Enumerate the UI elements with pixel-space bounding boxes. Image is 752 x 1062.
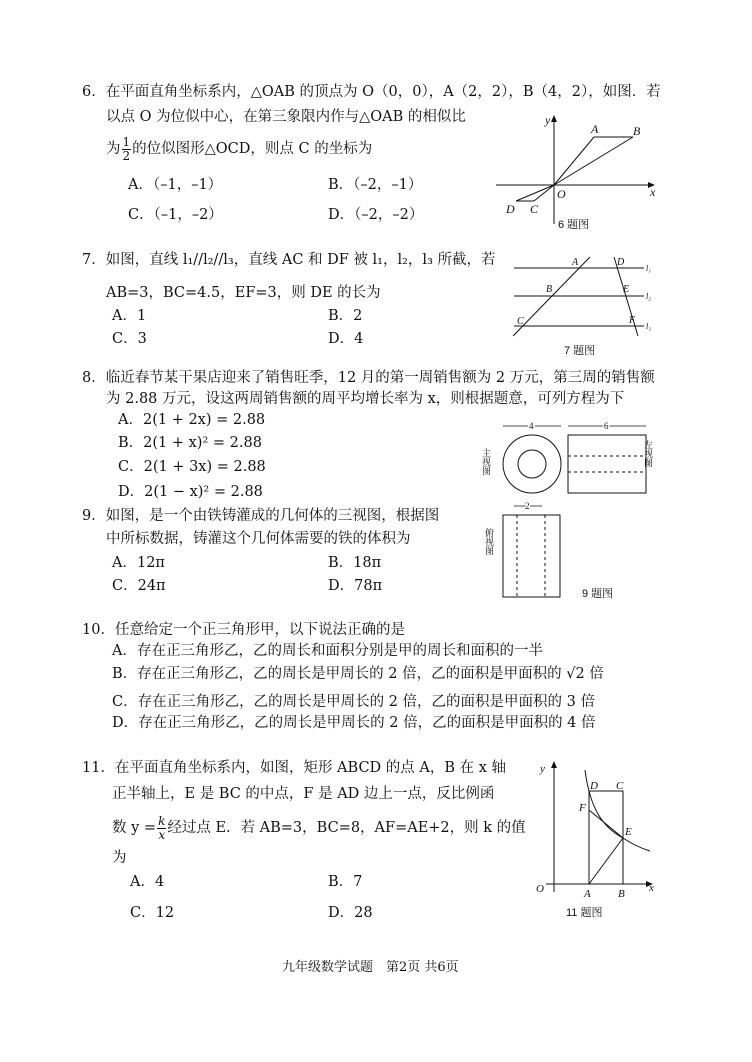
- q6-label-a: A: [591, 122, 599, 136]
- q9-top-label: 俯视图: [484, 528, 494, 555]
- q7-label-d: D: [617, 257, 625, 268]
- q6-option-c: C．（–1，–2）: [128, 207, 223, 223]
- q6-label-x: x: [650, 185, 656, 199]
- q9-line2: 中所标数据，铸灌这个几何体需要的铁的体积为: [106, 531, 411, 547]
- q11-option-a: A．4: [130, 874, 165, 890]
- q6-label-d: D: [506, 202, 515, 216]
- q8-option-b: B．2(1 + x)² = 2.88: [118, 435, 262, 451]
- q7-line2: AB=3，BC=4.5，EF=3，则 DE 的长为: [106, 285, 381, 301]
- q9-top-rect: [503, 515, 560, 597]
- q11-option-b: B．7: [328, 874, 363, 890]
- q11-label-o: O: [536, 883, 544, 895]
- q9-left-label: 左视图: [643, 440, 653, 467]
- q9-option-c: C．24π: [112, 578, 166, 594]
- q11-label-a: A: [584, 888, 591, 900]
- q7-label-l3: l₃: [646, 322, 652, 331]
- q11-label-b: B: [618, 888, 625, 900]
- q6-label-b: B: [633, 124, 641, 138]
- q9-front-inner-circle: [518, 450, 546, 478]
- q7-option-b: B．2: [328, 308, 363, 324]
- q11-stem-1: 在平面直角坐标系内，如图，矩形 ABCD 的点 A，B 在 x 轴: [114, 760, 507, 776]
- q10-option-a: A．存在正三角形乙，乙的周长和面积分别是甲的周长和面积的一半: [112, 643, 543, 659]
- q6-line1: [82, 84, 661, 101]
- q7-option-a: A．1: [112, 308, 147, 324]
- q6-line3: [106, 136, 372, 162]
- q6-y-arrow: [551, 115, 557, 122]
- q9-number: 9．: [82, 508, 106, 524]
- q6-option-a: A．（–1，–1）: [128, 177, 223, 193]
- q10-stem-1: 任意给定一个正三角形甲，以下说法正确的是: [114, 622, 405, 638]
- q6-label-c: C: [530, 202, 539, 216]
- q7-caption: 7 题图: [564, 345, 596, 357]
- q6-number: 6．: [82, 84, 106, 100]
- q10-option-b: B．存在正三角形乙，乙的周长是甲周长的 2 倍，乙的面积是甲面积的 √2 倍: [112, 666, 604, 682]
- q11-option-d: D．28: [328, 905, 373, 921]
- q11-frac-denominator: x: [158, 827, 166, 842]
- q6-seg-od: [516, 185, 554, 201]
- q9-stem-1: 如图，是一个由铁铸灌成的几何体的三视图，根据图: [105, 508, 440, 524]
- q9-dim-4: 4: [529, 421, 534, 431]
- q6-figure: [490, 112, 670, 232]
- q7-option-d: D．4: [328, 331, 364, 347]
- q9-figure: [481, 418, 664, 604]
- q6-frac-denominator: 2: [122, 148, 131, 163]
- q11-caption: 11 题图: [566, 907, 603, 919]
- q11-number: 11．: [82, 760, 115, 776]
- q9-caption: 9 题图: [582, 588, 614, 600]
- q11-line1: [82, 760, 506, 777]
- q9-option-d: D．78π: [328, 578, 383, 594]
- q11-frac-numerator: k: [158, 814, 166, 828]
- q7-label-l1: l₁: [646, 264, 652, 273]
- q7-label-f: F: [629, 315, 636, 326]
- q8-option-c: C．2(1 + 3x) = 2.88: [118, 459, 266, 475]
- q11-stem-3b: 经过点 E．若 AB=3，BC=8，AF=AE+2，则 k 的值: [167, 820, 526, 837]
- q11-line3: [112, 815, 526, 841]
- q6-seg-oc: [534, 185, 554, 201]
- q9-dim-6: 6: [604, 421, 609, 431]
- q10-option-d: D．存在正三角形乙，乙的周长是甲周长的 2 倍，乙的面积是甲面积的 4 倍: [112, 715, 596, 731]
- q11-fraction: [157, 815, 166, 841]
- q7-stem-1: 如图，直线 l₁//l₂//l₃，直线 AC 和 DF 被 l₁，l₂，l₃ 所截，若: [105, 252, 496, 268]
- q7-label-a: A: [572, 257, 579, 268]
- q9-option-a: A．12π: [112, 555, 165, 571]
- q9-front-outer-circle: [503, 435, 561, 493]
- q6-fraction: [122, 136, 132, 162]
- q6-option-d: D．（–2，–2）: [328, 207, 424, 223]
- q6-stem-3b: 的位似图形△OCD，则点 C 的坐标为: [132, 141, 373, 158]
- q7-line1: [82, 252, 496, 269]
- q8-option-d: D．2(1 − x)² = 2.88: [118, 484, 263, 500]
- q11-figure: [528, 758, 668, 922]
- q8-number: 8．: [82, 370, 106, 386]
- q9-front-label: 主视图: [481, 448, 491, 475]
- q11-line2: 正半轴上，E 是 BC 的中点，F 是 AD 边上一点，反比例函: [112, 786, 495, 802]
- q11-label-x: x: [649, 882, 654, 894]
- q11-line4: 为: [112, 850, 127, 866]
- q8-stem-1: 临近春节某干果店迎来了销售旺季，12 月的第一周销售额为 2 万元，第三周的销售额: [105, 370, 655, 386]
- q6-option-b: B．（–2，–1）: [328, 177, 423, 193]
- q7-option-c: C．3: [112, 331, 147, 347]
- q11-option-c: C．12: [130, 905, 175, 921]
- q7-label-e: E: [623, 284, 630, 295]
- q11-y-arrow: [551, 761, 557, 768]
- q7-figure: [508, 252, 658, 362]
- q8-option-a: A．2(1 + 2x) = 2.88: [118, 412, 266, 428]
- q6-stem-3a: 为: [106, 141, 121, 158]
- q9-left-rect: [568, 435, 646, 493]
- q7-label-l2: l₂: [646, 292, 652, 301]
- q11-label-y: y: [540, 763, 545, 775]
- q11-seg-ae: [589, 838, 623, 884]
- q8-line2: 为 2.88 万元，设这两周销售额的周平均增长率为 x，则根据题意，可列方程为下: [106, 391, 625, 407]
- q11-label-c: C: [616, 780, 624, 792]
- q7-label-c: C: [517, 316, 524, 327]
- q9-line1: [82, 508, 439, 525]
- q10-line1: [82, 622, 405, 639]
- q10-option-c: C．存在正三角形乙，乙的周长是甲周长的 2 倍，乙的面积是甲面积的 3 倍: [112, 694, 595, 710]
- q9-option-b: B．18π: [328, 555, 382, 571]
- q7-number: 7．: [82, 252, 106, 268]
- q11-label-e: E: [625, 826, 632, 838]
- q6-caption: 6 题图: [558, 219, 590, 231]
- page-footer: 九年级数学试题 第2页 共6页: [282, 960, 459, 975]
- q6-label-o: O: [557, 187, 566, 201]
- q11-label-d: D: [590, 780, 598, 792]
- q6-seg-ob: [554, 137, 633, 185]
- q11-label-f: F: [579, 802, 586, 814]
- q10-number: 10．: [82, 622, 115, 638]
- q6-frac-numerator: 1: [122, 135, 131, 149]
- q6-seg-oa: [554, 137, 594, 185]
- q6-stem-1: 在平面直角坐标系内，△OAB 的顶点为 O（0，0），A（2，2），B（4，2），如图．若: [105, 84, 661, 100]
- q6-line2: 以点 O 为位似中心，在第三象限内作与△OAB 的相似比: [106, 109, 466, 125]
- q9-dim-2: 2: [525, 501, 530, 511]
- q8-line1: [82, 370, 655, 387]
- q11-stem-3a: 数 y =: [112, 820, 157, 837]
- q11-seg-fe: [589, 810, 623, 838]
- q7-label-b: B: [546, 284, 553, 295]
- q6-label-y: y: [545, 113, 551, 127]
